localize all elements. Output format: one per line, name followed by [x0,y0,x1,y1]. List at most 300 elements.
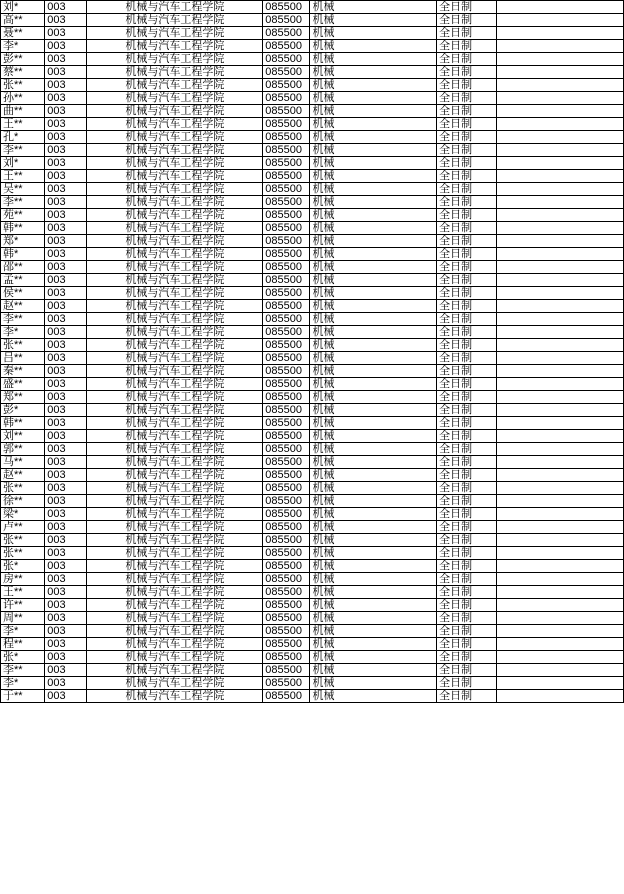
cell-name: 韩** [1,222,45,235]
cell-study-mode: 全日制 [437,144,497,157]
cell-name: 张** [1,339,45,352]
cell-department-code: 003 [45,144,87,157]
cell-study-mode: 全日制 [437,352,497,365]
cell-note [497,677,624,690]
cell-major-name: 机械 [310,313,437,326]
roster-body [1,1,624,703]
cell-major-name: 机械 [310,66,437,79]
cell-college: 机械与汽车工程学院 [87,599,263,612]
cell-name: 程** [1,638,45,651]
cell-note [497,352,624,365]
cell-note [497,40,624,53]
cell-name: 张** [1,547,45,560]
cell-name: 王** [1,586,45,599]
cell-department-code: 003 [45,430,87,443]
table-row [1,365,624,378]
table-row [1,313,624,326]
cell-major-name: 机械 [310,261,437,274]
cell-major-name: 机械 [310,612,437,625]
cell-study-mode: 全日制 [437,690,497,703]
cell-major-name: 机械 [310,300,437,313]
cell-department-code: 003 [45,157,87,170]
cell-note [497,625,624,638]
cell-department-code: 003 [45,339,87,352]
cell-study-mode: 全日制 [437,157,497,170]
cell-major-name: 机械 [310,482,437,495]
cell-name: 于** [1,690,45,703]
cell-note [497,131,624,144]
cell-note [497,430,624,443]
cell-department-code: 003 [45,131,87,144]
table-row [1,534,624,547]
cell-college: 机械与汽车工程学院 [87,105,263,118]
cell-name: 郑** [1,391,45,404]
cell-department-code: 003 [45,599,87,612]
table-row [1,105,624,118]
cell-note [497,157,624,170]
cell-note [497,14,624,27]
cell-major-code: 085500 [263,664,310,677]
cell-note [497,482,624,495]
cell-college: 机械与汽车工程学院 [87,27,263,40]
cell-college: 机械与汽车工程学院 [87,92,263,105]
cell-study-mode: 全日制 [437,638,497,651]
cell-major-code: 085500 [263,495,310,508]
table-row [1,170,624,183]
table-row [1,53,624,66]
cell-department-code: 003 [45,209,87,222]
cell-major-code: 085500 [263,404,310,417]
cell-major-name: 机械 [310,352,437,365]
cell-note [497,599,624,612]
cell-study-mode: 全日制 [437,599,497,612]
table-row [1,443,624,456]
cell-name: 苑** [1,209,45,222]
cell-major-code: 085500 [263,378,310,391]
cell-college: 机械与汽车工程学院 [87,79,263,92]
cell-major-code: 085500 [263,66,310,79]
cell-college: 机械与汽车工程学院 [87,547,263,560]
cell-note [497,404,624,417]
cell-study-mode: 全日制 [437,625,497,638]
table-row [1,287,624,300]
cell-major-name: 机械 [310,495,437,508]
cell-name: 刘* [1,1,45,14]
table-row [1,391,624,404]
cell-note [497,365,624,378]
cell-college: 机械与汽车工程学院 [87,53,263,66]
cell-college: 机械与汽车工程学院 [87,625,263,638]
cell-major-code: 085500 [263,196,310,209]
cell-major-code: 085500 [263,521,310,534]
cell-study-mode: 全日制 [437,261,497,274]
cell-college: 机械与汽车工程学院 [87,456,263,469]
cell-name: 邵** [1,261,45,274]
cell-name: 李* [1,677,45,690]
table-row [1,183,624,196]
cell-name: 刘** [1,430,45,443]
cell-major-code: 085500 [263,261,310,274]
cell-major-name: 机械 [310,53,437,66]
cell-study-mode: 全日制 [437,118,497,131]
cell-note [497,144,624,157]
cell-major-name: 机械 [310,14,437,27]
cell-major-name: 机械 [310,664,437,677]
cell-major-name: 机械 [310,417,437,430]
cell-note [497,300,624,313]
table-row [1,274,624,287]
table-row [1,573,624,586]
cell-study-mode: 全日制 [437,313,497,326]
cell-name: 张** [1,534,45,547]
cell-major-code: 085500 [263,560,310,573]
cell-major-name: 机械 [310,79,437,92]
cell-major-code: 085500 [263,248,310,261]
cell-major-code: 085500 [263,365,310,378]
cell-department-code: 003 [45,365,87,378]
cell-name: 李** [1,664,45,677]
cell-study-mode: 全日制 [437,482,497,495]
cell-college: 机械与汽车工程学院 [87,508,263,521]
cell-name: 徐** [1,495,45,508]
cell-college: 机械与汽车工程学院 [87,651,263,664]
cell-note [497,391,624,404]
cell-college: 机械与汽车工程学院 [87,391,263,404]
cell-major-code: 085500 [263,430,310,443]
cell-study-mode: 全日制 [437,417,497,430]
cell-college: 机械与汽车工程学院 [87,378,263,391]
cell-note [497,443,624,456]
cell-name: 孟** [1,274,45,287]
cell-note [497,222,624,235]
cell-major-name: 机械 [310,638,437,651]
cell-college: 机械与汽车工程学院 [87,313,263,326]
cell-note [497,118,624,131]
cell-major-name: 机械 [310,196,437,209]
cell-major-name: 机械 [310,1,437,14]
cell-college: 机械与汽车工程学院 [87,209,263,222]
cell-name: 侯** [1,287,45,300]
cell-note [497,521,624,534]
cell-college: 机械与汽车工程学院 [87,170,263,183]
cell-name: 赵** [1,469,45,482]
cell-major-code: 085500 [263,456,310,469]
cell-college: 机械与汽车工程学院 [87,326,263,339]
cell-department-code: 003 [45,79,87,92]
cell-note [497,183,624,196]
cell-college: 机械与汽车工程学院 [87,196,263,209]
cell-name: 郑* [1,235,45,248]
table-row [1,508,624,521]
cell-college: 机械与汽车工程学院 [87,560,263,573]
cell-major-name: 机械 [310,690,437,703]
cell-department-code: 003 [45,690,87,703]
table-row [1,495,624,508]
cell-major-name: 机械 [310,170,437,183]
cell-study-mode: 全日制 [437,222,497,235]
cell-note [497,274,624,287]
cell-department-code: 003 [45,92,87,105]
cell-major-name: 机械 [310,248,437,261]
cell-college: 机械与汽车工程学院 [87,365,263,378]
cell-major-name: 机械 [310,27,437,40]
cell-major-name: 机械 [310,534,437,547]
table-row [1,14,624,27]
cell-major-name: 机械 [310,404,437,417]
cell-name: 梁* [1,508,45,521]
table-row [1,144,624,157]
cell-college: 机械与汽车工程学院 [87,261,263,274]
cell-study-mode: 全日制 [437,612,497,625]
cell-major-code: 085500 [263,547,310,560]
cell-department-code: 003 [45,40,87,53]
cell-major-name: 机械 [310,651,437,664]
cell-department-code: 003 [45,313,87,326]
cell-major-code: 085500 [263,482,310,495]
cell-major-code: 085500 [263,469,310,482]
cell-study-mode: 全日制 [437,196,497,209]
table-row [1,456,624,469]
cell-note [497,209,624,222]
cell-name: 高** [1,14,45,27]
cell-major-name: 机械 [310,521,437,534]
cell-note [497,1,624,14]
cell-college: 机械与汽车工程学院 [87,443,263,456]
cell-department-code: 003 [45,326,87,339]
cell-major-code: 085500 [263,131,310,144]
cell-major-code: 085500 [263,300,310,313]
cell-college: 机械与汽车工程学院 [87,586,263,599]
cell-note [497,690,624,703]
cell-department-code: 003 [45,508,87,521]
cell-major-code: 085500 [263,235,310,248]
cell-note [497,508,624,521]
cell-college: 机械与汽车工程学院 [87,14,263,27]
cell-major-name: 机械 [310,131,437,144]
cell-department-code: 003 [45,677,87,690]
cell-study-mode: 全日制 [437,339,497,352]
cell-department-code: 003 [45,456,87,469]
table-row [1,560,624,573]
cell-study-mode: 全日制 [437,560,497,573]
cell-college: 机械与汽车工程学院 [87,430,263,443]
cell-major-name: 机械 [310,144,437,157]
table-row [1,209,624,222]
cell-college: 机械与汽车工程学院 [87,339,263,352]
cell-major-code: 085500 [263,690,310,703]
cell-college: 机械与汽车工程学院 [87,248,263,261]
cell-name: 李** [1,196,45,209]
cell-department-code: 003 [45,534,87,547]
cell-note [497,456,624,469]
cell-department-code: 003 [45,612,87,625]
cell-department-code: 003 [45,274,87,287]
cell-major-name: 机械 [310,222,437,235]
cell-college: 机械与汽车工程学院 [87,573,263,586]
cell-study-mode: 全日制 [437,66,497,79]
cell-note [497,92,624,105]
cell-major-code: 085500 [263,1,310,14]
table-row [1,92,624,105]
cell-note [497,313,624,326]
cell-name: 曲** [1,105,45,118]
cell-name: 郭** [1,443,45,456]
table-row [1,651,624,664]
cell-college: 机械与汽车工程学院 [87,638,263,651]
cell-name: 孙** [1,92,45,105]
cell-study-mode: 全日制 [437,300,497,313]
cell-note [497,469,624,482]
cell-study-mode: 全日制 [437,391,497,404]
cell-major-name: 机械 [310,573,437,586]
cell-major-name: 机械 [310,586,437,599]
cell-college: 机械与汽车工程学院 [87,118,263,131]
table-row [1,638,624,651]
cell-college: 机械与汽车工程学院 [87,677,263,690]
cell-study-mode: 全日制 [437,573,497,586]
cell-major-name: 机械 [310,326,437,339]
cell-major-name: 机械 [310,118,437,131]
cell-study-mode: 全日制 [437,521,497,534]
cell-major-code: 085500 [263,79,310,92]
cell-study-mode: 全日制 [437,443,497,456]
cell-college: 机械与汽车工程学院 [87,690,263,703]
cell-major-code: 085500 [263,53,310,66]
cell-name: 张** [1,482,45,495]
cell-major-name: 机械 [310,105,437,118]
cell-name: 马** [1,456,45,469]
cell-name: 王** [1,118,45,131]
cell-major-code: 085500 [263,391,310,404]
cell-name: 吴** [1,183,45,196]
cell-college: 机械与汽车工程学院 [87,131,263,144]
cell-study-mode: 全日制 [437,378,497,391]
cell-study-mode: 全日制 [437,430,497,443]
cell-major-name: 机械 [310,365,437,378]
cell-major-name: 机械 [310,560,437,573]
cell-major-name: 机械 [310,508,437,521]
cell-department-code: 003 [45,14,87,27]
cell-study-mode: 全日制 [437,105,497,118]
table-row [1,118,624,131]
cell-note [497,612,624,625]
cell-college: 机械与汽车工程学院 [87,404,263,417]
cell-note [497,534,624,547]
cell-department-code: 003 [45,625,87,638]
cell-note [497,66,624,79]
table-row [1,599,624,612]
cell-name: 张* [1,560,45,573]
cell-name: 赵** [1,300,45,313]
cell-major-code: 085500 [263,612,310,625]
table-row [1,378,624,391]
cell-department-code: 003 [45,300,87,313]
cell-name: 刘* [1,157,45,170]
cell-note [497,53,624,66]
table-row [1,417,624,430]
cell-study-mode: 全日制 [437,53,497,66]
cell-major-code: 085500 [263,586,310,599]
cell-study-mode: 全日制 [437,92,497,105]
cell-note [497,79,624,92]
table-row [1,404,624,417]
table-row [1,27,624,40]
cell-major-name: 机械 [310,235,437,248]
cell-major-code: 085500 [263,677,310,690]
cell-study-mode: 全日制 [437,1,497,14]
cell-name: 韩* [1,248,45,261]
cell-department-code: 003 [45,469,87,482]
table-row [1,612,624,625]
cell-note [497,27,624,40]
cell-name: 韩** [1,417,45,430]
cell-department-code: 003 [45,118,87,131]
cell-name: 周** [1,612,45,625]
table-row [1,40,624,53]
cell-study-mode: 全日制 [437,586,497,599]
cell-major-name: 机械 [310,443,437,456]
cell-department-code: 003 [45,443,87,456]
cell-note [497,339,624,352]
cell-study-mode: 全日制 [437,274,497,287]
cell-major-name: 机械 [310,287,437,300]
cell-department-code: 003 [45,547,87,560]
cell-name: 聂** [1,27,45,40]
cell-major-name: 机械 [310,625,437,638]
cell-major-code: 085500 [263,92,310,105]
cell-major-code: 085500 [263,326,310,339]
cell-study-mode: 全日制 [437,508,497,521]
cell-note [497,638,624,651]
cell-name: 张* [1,651,45,664]
cell-department-code: 003 [45,196,87,209]
table-row [1,547,624,560]
cell-study-mode: 全日制 [437,248,497,261]
table-row [1,222,624,235]
cell-major-name: 机械 [310,339,437,352]
cell-college: 机械与汽车工程学院 [87,235,263,248]
cell-name: 房** [1,573,45,586]
cell-college: 机械与汽车工程学院 [87,144,263,157]
cell-major-code: 085500 [263,625,310,638]
cell-study-mode: 全日制 [437,534,497,547]
cell-major-name: 机械 [310,92,437,105]
cell-note [497,170,624,183]
cell-note [497,248,624,261]
table-row [1,586,624,599]
cell-major-code: 085500 [263,105,310,118]
cell-note [497,664,624,677]
cell-study-mode: 全日制 [437,495,497,508]
cell-college: 机械与汽车工程学院 [87,1,263,14]
cell-major-code: 085500 [263,157,310,170]
table-row [1,690,624,703]
cell-major-name: 机械 [310,40,437,53]
cell-name: 李* [1,326,45,339]
cell-major-name: 机械 [310,157,437,170]
cell-note [497,586,624,599]
cell-department-code: 003 [45,1,87,14]
table-row [1,326,624,339]
cell-study-mode: 全日制 [437,183,497,196]
cell-note [497,417,624,430]
cell-major-code: 085500 [263,144,310,157]
cell-major-code: 085500 [263,40,310,53]
table-row [1,677,624,690]
cell-department-code: 003 [45,248,87,261]
cell-note [497,378,624,391]
table-row [1,352,624,365]
